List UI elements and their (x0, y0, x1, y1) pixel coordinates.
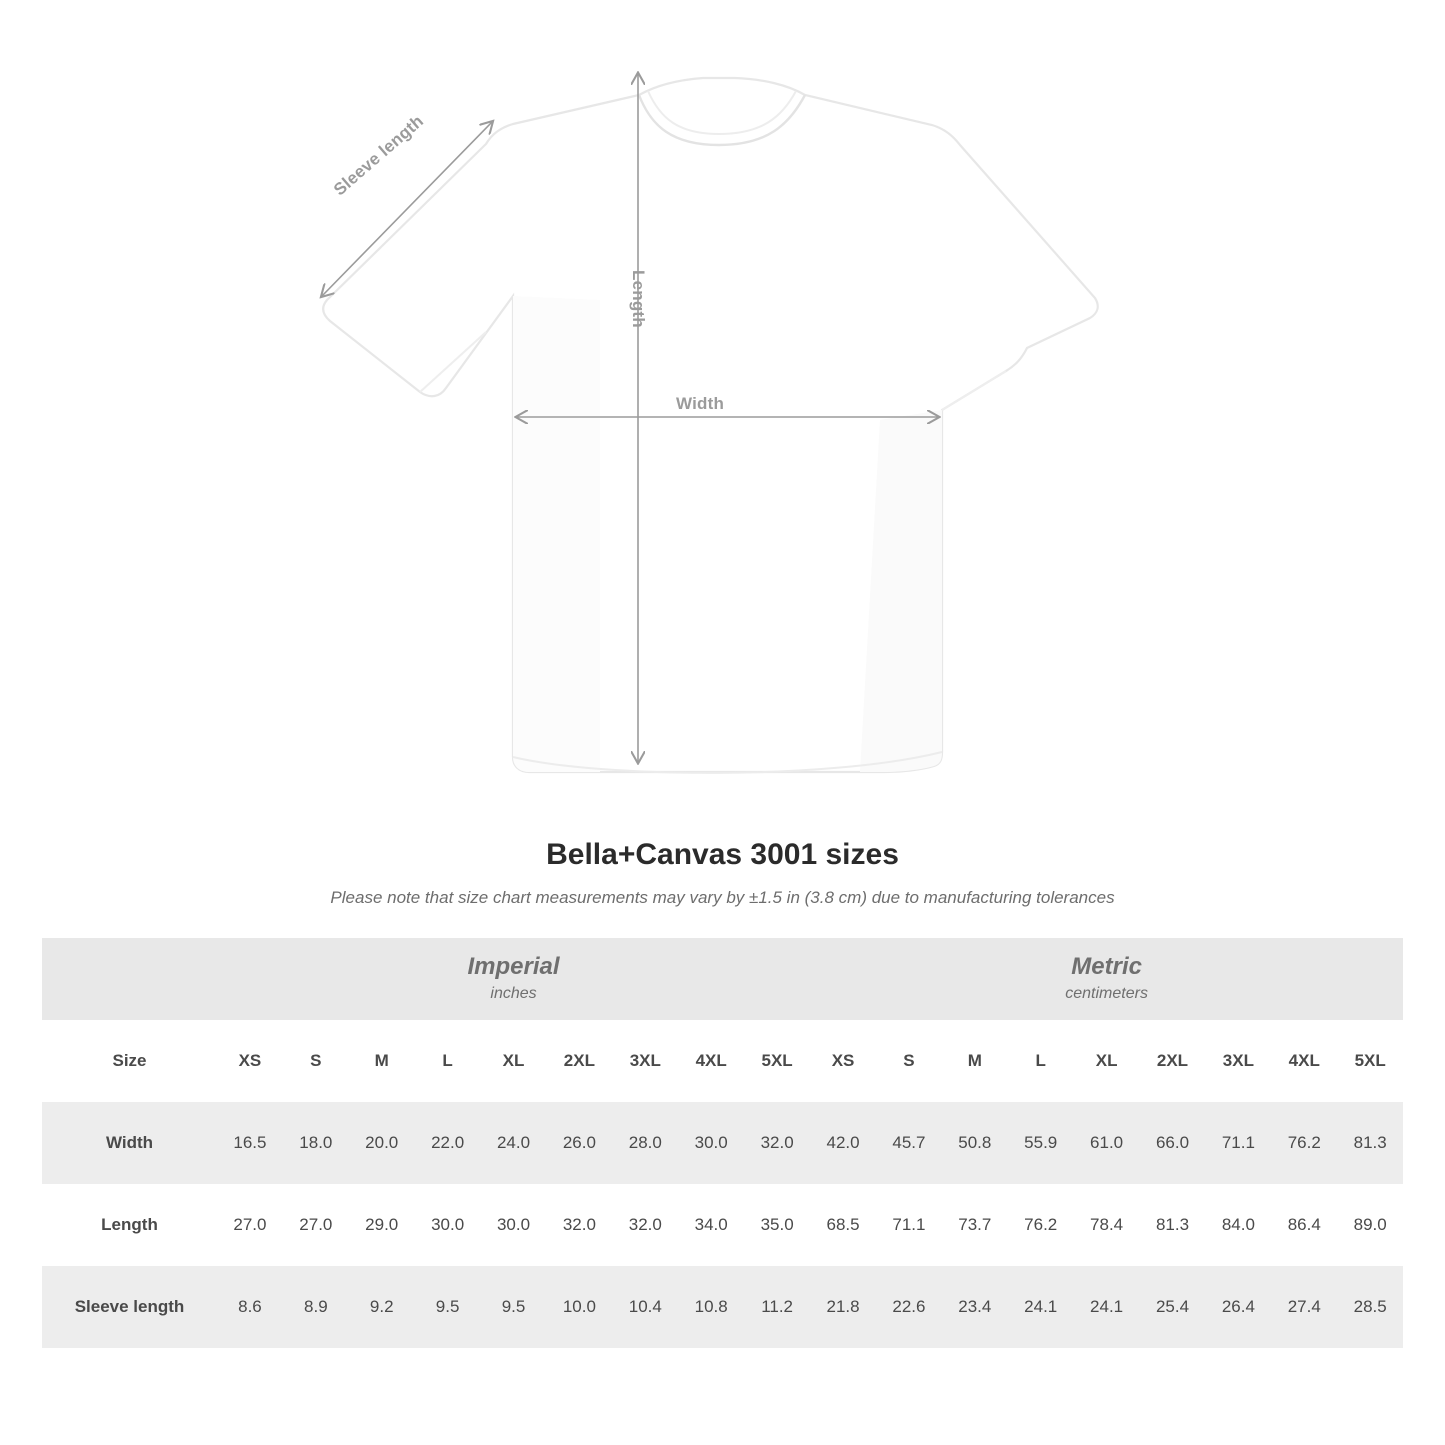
table-cell: 8.9 (283, 1266, 349, 1348)
size-column-header: 5XL (1337, 1020, 1403, 1102)
table-cell: 73.7 (942, 1184, 1008, 1266)
table-cell: 10.4 (612, 1266, 678, 1348)
table-cell: 28.0 (612, 1102, 678, 1184)
page-title: Bella+Canvas 3001 sizes (546, 838, 899, 871)
row-label: Length (42, 1184, 217, 1266)
table-row (42, 1184, 1403, 1266)
table-cell: 22.0 (415, 1102, 481, 1184)
table-cell: 27.4 (1271, 1266, 1337, 1348)
table-cell: 50.8 (942, 1102, 1008, 1184)
unit-group-metric (810, 938, 1403, 1020)
table-cell: 8.6 (217, 1266, 283, 1348)
table-cell: 34.0 (678, 1184, 744, 1266)
size-column-header: M (349, 1020, 415, 1102)
table-cell: 26.4 (1205, 1266, 1271, 1348)
size-table-wrapper (0, 938, 1445, 1348)
table-cell: 35.0 (744, 1184, 810, 1266)
unit-group-name: Imperial (467, 953, 560, 980)
table-cell: 71.1 (876, 1184, 942, 1266)
table-cell: 25.4 (1140, 1266, 1206, 1348)
table-cell: 78.4 (1074, 1184, 1140, 1266)
unit-group-sub: inches (490, 985, 537, 1002)
table-cell: 22.6 (876, 1266, 942, 1348)
size-column-header: XL (1074, 1020, 1140, 1102)
size-column-header: 5XL (744, 1020, 810, 1102)
table-row (42, 1102, 1403, 1184)
table-cell: 26.0 (546, 1102, 612, 1184)
table-row (42, 1266, 1403, 1348)
table-cell: 24.1 (1074, 1266, 1140, 1348)
size-table (42, 938, 1403, 1348)
table-cell: 18.0 (283, 1102, 349, 1184)
row-label: Width (42, 1102, 217, 1184)
table-cell: 68.5 (810, 1184, 876, 1266)
table-cell: 32.0 (612, 1184, 678, 1266)
table-cell: 9.5 (481, 1266, 547, 1348)
unit-header-spacer (42, 938, 217, 1020)
size-column-header: XS (217, 1020, 283, 1102)
width-label: Width (676, 394, 725, 413)
table-cell: 30.0 (678, 1102, 744, 1184)
table-cell: 9.2 (349, 1266, 415, 1348)
table-cell: 55.9 (1008, 1102, 1074, 1184)
unit-group-name: Metric (1071, 953, 1142, 980)
table-cell: 21.8 (810, 1266, 876, 1348)
table-cell: 28.5 (1337, 1266, 1403, 1348)
table-cell: 89.0 (1337, 1184, 1403, 1266)
table-cell: 24.1 (1008, 1266, 1074, 1348)
table-cell: 11.2 (744, 1266, 810, 1348)
tshirt-shape (323, 78, 1098, 773)
table-cell: 24.0 (481, 1102, 547, 1184)
table-cell: 86.4 (1271, 1184, 1337, 1266)
table-cell: 32.0 (546, 1184, 612, 1266)
size-column-header: XL (481, 1020, 547, 1102)
table-cell: 10.8 (678, 1266, 744, 1348)
table-cell: 27.0 (217, 1184, 283, 1266)
size-header-row (42, 1020, 1403, 1102)
table-cell: 81.3 (1337, 1102, 1403, 1184)
sleeve-length-label: Sleeve length (330, 111, 428, 200)
size-column-header: S (283, 1020, 349, 1102)
table-cell: 42.0 (810, 1102, 876, 1184)
size-column-header: M (942, 1020, 1008, 1102)
table-cell: 10.0 (546, 1266, 612, 1348)
size-column-header: 4XL (678, 1020, 744, 1102)
unit-group-imperial (217, 938, 810, 1020)
size-column-header: 4XL (1271, 1020, 1337, 1102)
table-cell: 20.0 (349, 1102, 415, 1184)
size-row-label: Size (42, 1020, 217, 1102)
table-cell: 61.0 (1074, 1102, 1140, 1184)
row-label: Sleeve length (42, 1266, 217, 1348)
size-column-header: 2XL (1140, 1020, 1206, 1102)
table-cell: 30.0 (481, 1184, 547, 1266)
table-cell: 27.0 (283, 1184, 349, 1266)
size-column-header: L (1008, 1020, 1074, 1102)
table-cell: 23.4 (942, 1266, 1008, 1348)
size-column-header: XS (810, 1020, 876, 1102)
size-column-header: L (415, 1020, 481, 1102)
unit-group-sub: centimeters (1065, 985, 1148, 1002)
size-column-header: 3XL (1205, 1020, 1271, 1102)
title-block (0, 838, 1445, 908)
table-cell: 32.0 (744, 1102, 810, 1184)
size-column-header: 3XL (612, 1020, 678, 1102)
tolerance-note: Please note that size chart measurements may vary by ±1.5 in (3.8 cm) due to manufacturing tolerances (330, 888, 1115, 907)
length-label: Length (629, 270, 648, 328)
table-cell: 16.5 (217, 1102, 283, 1184)
unit-header-row (42, 938, 1403, 1020)
table-cell: 81.3 (1140, 1184, 1206, 1266)
table-cell: 9.5 (415, 1266, 481, 1348)
table-cell: 66.0 (1140, 1102, 1206, 1184)
table-cell: 76.2 (1271, 1102, 1337, 1184)
size-column-header: 2XL (546, 1020, 612, 1102)
table-cell: 71.1 (1205, 1102, 1271, 1184)
table-cell: 45.7 (876, 1102, 942, 1184)
size-column-header: S (876, 1020, 942, 1102)
table-cell: 84.0 (1205, 1184, 1271, 1266)
table-cell: 76.2 (1008, 1184, 1074, 1266)
table-cell: 30.0 (415, 1184, 481, 1266)
table-cell: 29.0 (349, 1184, 415, 1266)
